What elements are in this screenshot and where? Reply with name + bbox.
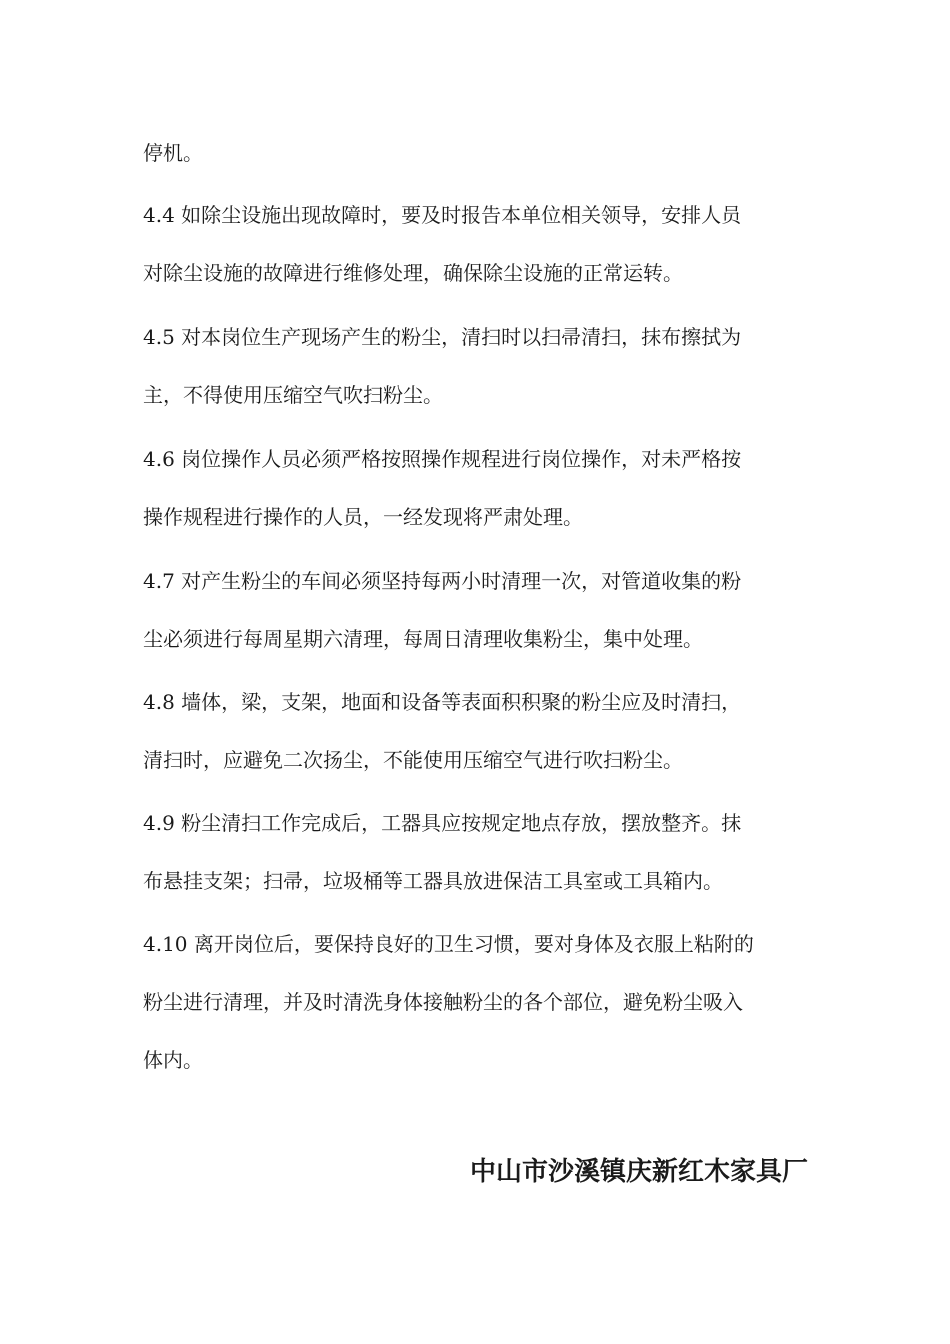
paragraph-line: 4.10 离开岗位后，要保持良好的卫生习惯，要对身体及衣服上粘附的 xyxy=(143,932,754,956)
paragraph-line: 体内。 xyxy=(143,1048,203,1072)
paragraph-line: 4.5 对本岗位生产现场产生的粉尘，清扫时以扫帚清扫，抹布擦拭为 xyxy=(143,325,742,349)
paragraph-line: 布悬挂支架；扫帚，垃圾桶等工器具放进保洁工具室或工具箱内。 xyxy=(143,869,723,893)
paragraph-line: 4.7 对产生粉尘的车间必须坚持每两小时清理一次，对管道收集的粉 xyxy=(143,569,742,593)
paragraph-4-10 xyxy=(143,915,808,1089)
paragraph-line: 4.8 墙体，梁，支架，地面和设备等表面积积聚的粉尘应及时清扫， xyxy=(143,690,742,714)
paragraph-4-6 xyxy=(143,430,808,546)
paragraph-line: 主，不得使用压缩空气吹扫粉尘。 xyxy=(143,383,443,407)
paragraph-4-9 xyxy=(143,794,808,910)
paragraph-line: 清扫时，应避免二次扬尘，不能使用压缩空气进行吹扫粉尘。 xyxy=(143,748,683,772)
paragraph-line: 停机。 xyxy=(143,141,203,165)
paragraph-line: 4.4 如除尘设施出现故障时，要及时报告本单位相关领导，安排人员 xyxy=(143,203,742,227)
paragraph-4-4 xyxy=(143,186,808,302)
paragraph-line: 尘必须进行每周星期六清理，每周日清理收集粉尘，集中处理。 xyxy=(143,627,703,651)
company-signature: 中山市沙溪镇庆新红木家具厂 xyxy=(469,1157,808,1187)
paragraph-continuation xyxy=(143,124,808,182)
paragraph-4-8 xyxy=(143,673,808,789)
paragraph-line: 4.9 粉尘清扫工作完成后，工器具应按规定地点存放，摆放整齐。抹 xyxy=(143,811,742,835)
paragraph-line: 对除尘设施的故障进行维修处理，确保除尘设施的正常运转。 xyxy=(143,261,683,285)
paragraph-line: 操作规程进行操作的人员，一经发现将严肃处理。 xyxy=(143,505,583,529)
paragraph-line: 4.6 岗位操作人员必须严格按照操作规程进行岗位操作，对未严格按 xyxy=(143,447,742,471)
paragraph-line: 粉尘进行清理，并及时清洗身体接触粉尘的各个部位，避免粉尘吸入 xyxy=(143,990,743,1014)
paragraph-4-7 xyxy=(143,552,808,668)
paragraph-4-5 xyxy=(143,308,808,424)
